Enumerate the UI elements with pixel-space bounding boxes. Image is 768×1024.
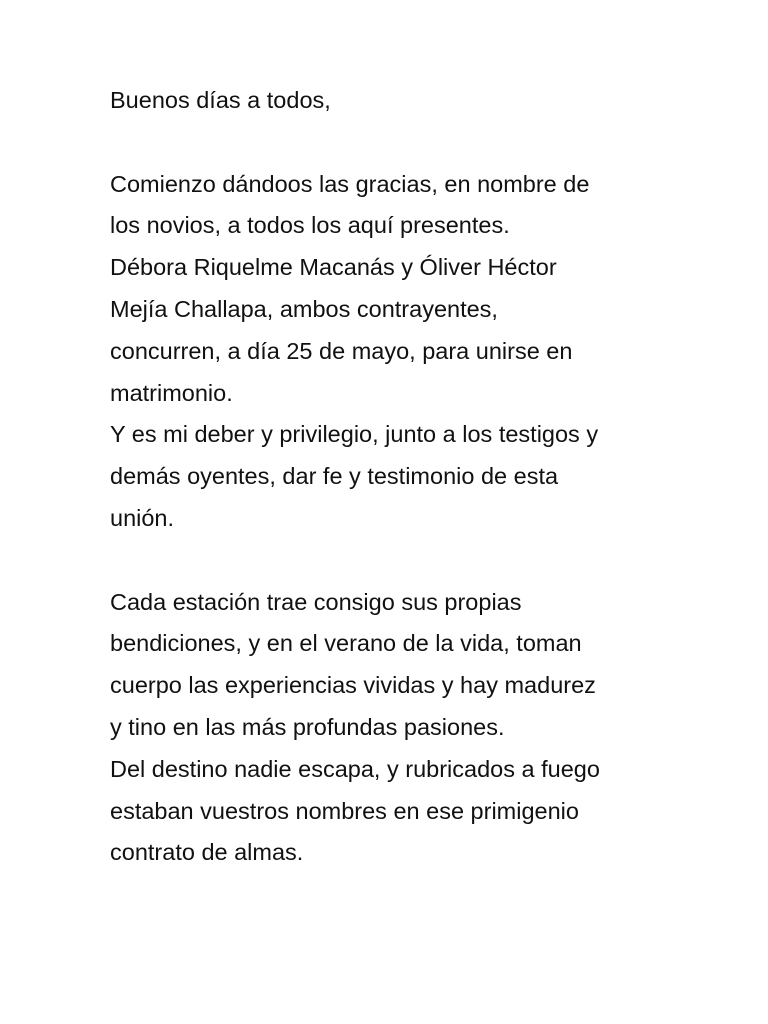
paragraph-spacer [110,122,730,164]
paragraph-1-line: Comienzo dándoos las gracias, en nombre de [110,170,590,197]
paragraph-2-line: bendiciones, y en el verano de la vida, toman [110,630,582,657]
paragraph-1-line: Mejía Challapa, ambos contrayentes, [110,295,498,322]
greeting-line: Buenos días a todos, [110,87,331,113]
paragraph-1-line: matrimonio. [110,379,233,406]
document-body [110,80,730,874]
paragraph-1-line: Y es mi deber y privilegio, junto a los testigos y [110,421,599,448]
paragraph-1-line: los novios, a todos los aquí presentes. [110,212,510,239]
paragraph-2-line: estaban vuestros nombres en ese primigenio [110,797,579,824]
paragraph-1-line: Débora Riquelme Macanás y Óliver Héctor [110,254,557,281]
paragraph-2-line: Cada estación trae consigo sus propias [110,588,522,615]
paragraph-2-line: cuerpo las experiencias vividas y hay madurez [110,672,596,699]
paragraph-1-line: concurren, a día 25 de mayo, para unirse en [110,337,573,364]
paragraph-1-line: demás oyentes, dar fe y testimonio de esta [110,463,559,490]
paragraph-2-line: y tino en las más profundas pasiones. [110,713,505,740]
paragraph-2-line: contrato de almas. [110,839,304,866]
paragraph-1-line: unión. [110,504,175,531]
paragraph-spacer [110,540,730,582]
paragraph-2-line: Del destino nadie escapa, y rubricados a fuego [110,755,600,782]
